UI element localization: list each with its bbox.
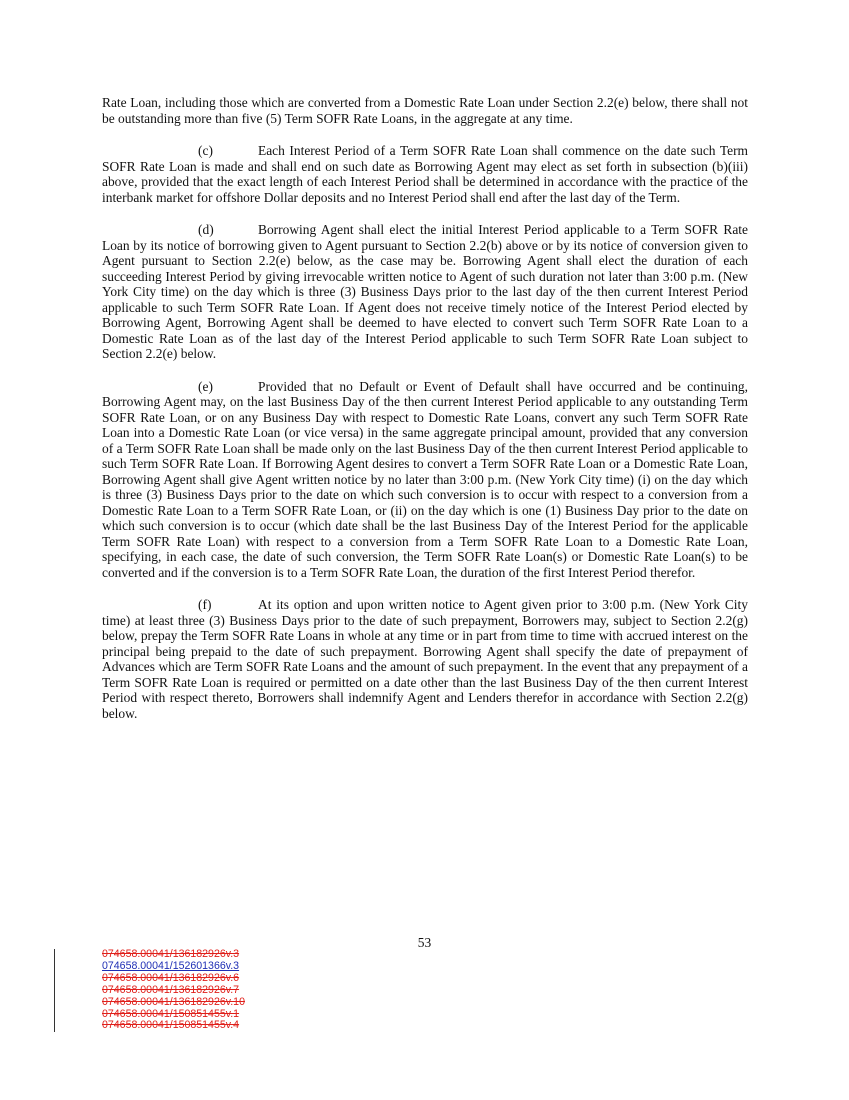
doc-id-deleted: 074658.00041/150851455v.1 [102, 1007, 240, 1020]
paragraph-c [102, 143, 748, 205]
paragraph-marker: (e) [198, 378, 213, 394]
paragraph-marker: (c) [198, 143, 213, 158]
paragraph-text: Each Interest Period of a Term SOFR Rate Loan shall commence on the date such Term SOFR Rate Loan is made and shall end on such date as Borrowing Agent may elect as set forth in subsection (b)(iii) above, provided that the exact length of each Interest Period shall be determined in accordance with the practice of the interbank market for offshore Dollar deposits and no Interest Period shall end after the last day of the Term. [102, 143, 748, 205]
document-id-list [54, 949, 245, 1032]
paragraph-continuation [102, 95, 748, 126]
paragraph-marker: (d) [198, 222, 214, 237]
paragraph-text: At its option and upon written notice to Agent given prior to 3:00 p.m. (New York City time) at least three (3) Business Days prior to the date of such prepayment, Borrowers may, subject to Section 2.2(g) below, prepay the Term SOFR Rate Loans in whole at any time or in part from time to time with accrued interest on the principal being prepaid to the date of such prepayment. Borrowing Agent shall specify the date of prepayment of Advances which are Term SOFR Rate Loans and the amount of such prepayment. In the event that any prepayment of a Term SOFR Rate Loan is required or permitted on a date other than the last Business Day of the then current Interest Period with respect thereto, Borrowers shall indemnify Agent and Lenders therefor in accordance with Section 2.2(g) below. [102, 597, 748, 721]
page-number: 53 [417, 935, 432, 950]
paragraph-text: Rate Loan, including those which are converted from a Domestic Rate Loan under Section 2.2(e) below, there shall not be outstanding more than five (5) Term SOFR Rate Loans, in the aggregate at any time. [102, 95, 748, 126]
paragraph-text: Borrowing Agent shall elect the initial Interest Period applicable to a Term SOFR Rate Loan by its notice of borrowing given to Agent pursuant to Section 2.2(b) above or by its notice of conversion given to Agent pursuant to Section 2.2(e) below, as the case may be. Borrowing Agent shall elect the duration of each succeeding Interest Period by giving irrevocable written notice to Agent of such duration not later than 3:00 p.m. (New York City time) on the day which is three (3) Business Days prior to the last day of the then current Interest Period applicable to such Term SOFR Rate Loan. If Agent does not receive timely notice of the Interest Period elected by Borrowing Agent, Borrowing Agent shall be deemed to have elected to convert such Term SOFR Rate Loan to a Domestic Rate Loan as of the last day of the Interest Period applicable to such Term SOFR Rate Loan subject to Section 2.2(e) below. [102, 222, 748, 361]
doc-id-deleted: 074658.00041/136182926v.7 [102, 983, 240, 996]
doc-id-deleted: 074658.00041/136182926v.10 [102, 995, 245, 1008]
doc-id-deleted: 074658.00041/136182926v.6 [102, 971, 240, 984]
paragraph-marker: (f) [198, 597, 212, 612]
paragraph-text: Provided that no Default or Event of Default shall have occurred and be continuing, Borrowing Agent may, on the last Business Day of the then current Interest Period applicable to any outstanding Term SOFR Rate Loan, or on any Business Day with respect to Domestic Rate Loans, convert any such Term SOFR Rate Loan into a Domestic Rate Loan (or vice versa) in the same aggregate principal amount, provided that any conversion of a Term SOFR Rate Loan shall be made only on the last Business Day of the then current Interest Period applicable to such Term SOFR Rate Loan. If Borrowing Agent desires to convert a Term SOFR Rate Loan or a Domestic Rate Loan, Borrowing Agent shall give Agent written notice by no later than 3:00 p.m. (New York City time) (i) on the day which is three (3) Business Days prior to the date on which such conversion is to occur with respect to a conversion from a Domestic Rate Loan to a Term SOFR Rate Loan, or (ii) on the day which is one (1) Business Day prior to the date on which such conversion is to occur (which date shall be the last Business Day of the Interest Period for the applicable Term SOFR Rate Loan) with respect to a conversion from a Term SOFR Rate Loan to a Domestic Rate Loan, specifying, in each case, the date of such conversion, the Term SOFR Rate Loan(s) or Domestic Rate Loan(s) to be converted and if the conversion is to a Term SOFR Rate Loan, the duration of the first Interest Period therefor. [102, 378, 748, 580]
document-body [102, 95, 748, 738]
doc-id-deleted: 074658.00041/150851455v.4 [102, 1019, 240, 1032]
paragraph-e [102, 379, 748, 581]
paragraph-f [102, 597, 748, 721]
paragraph-d [102, 222, 748, 362]
doc-id-deleted: 074658.00041/136182926v.3 [102, 948, 240, 960]
doc-id-current: 074658.00041/152601366v.3 [102, 959, 240, 972]
